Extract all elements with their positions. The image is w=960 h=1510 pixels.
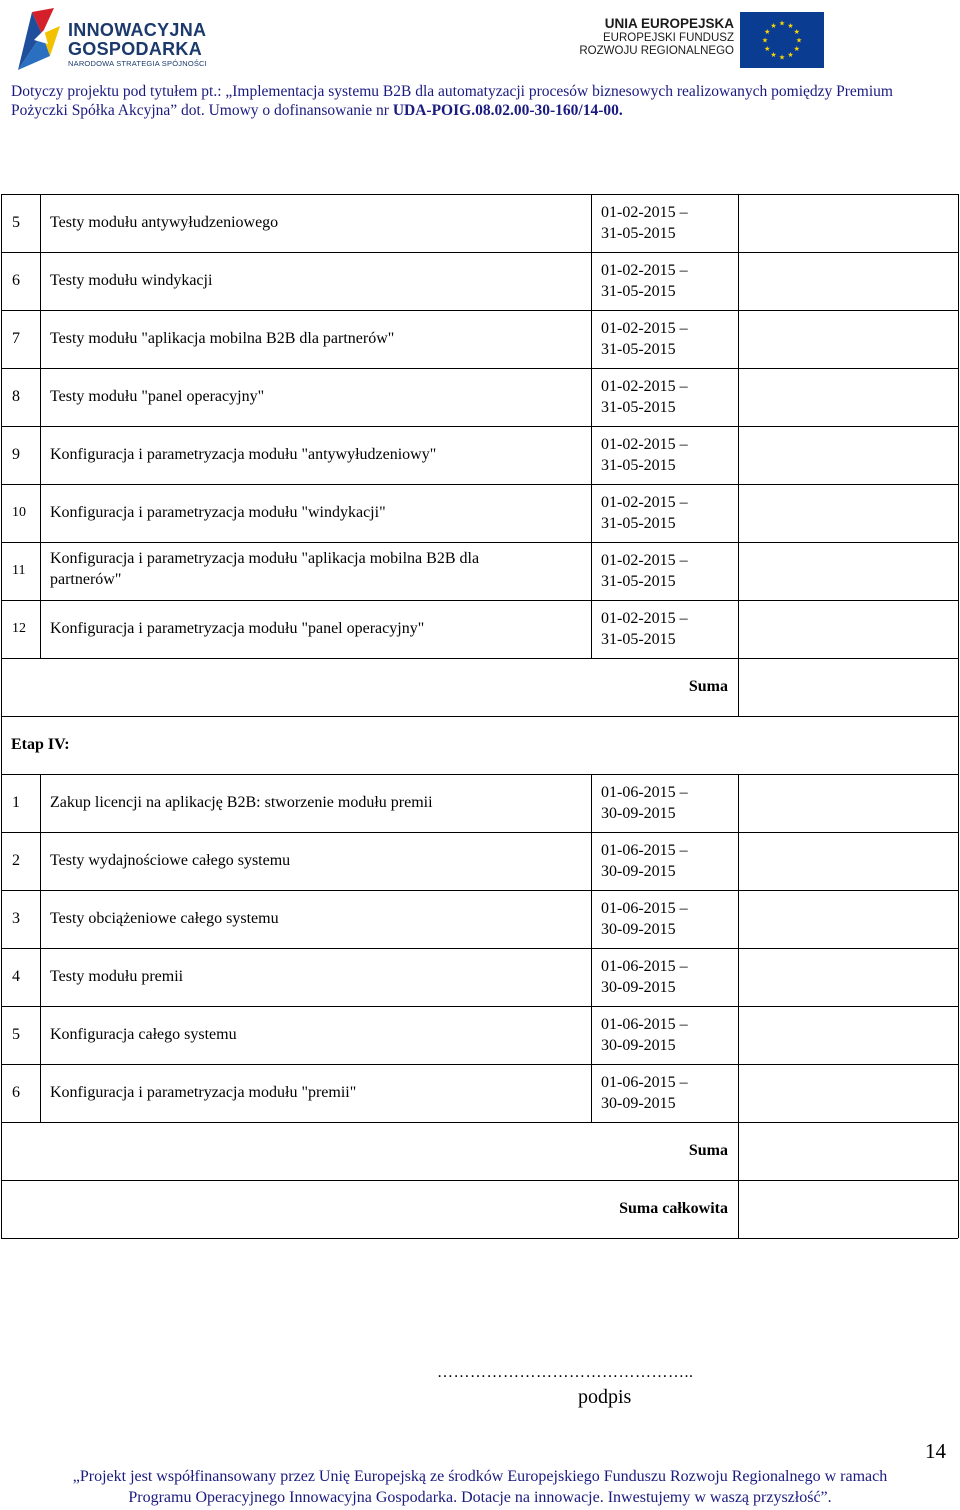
date-to: 31-05-2015 bbox=[601, 341, 676, 358]
cell-task bbox=[40, 600, 591, 658]
table-rule bbox=[1, 1180, 2, 1238]
table-rule bbox=[1, 194, 2, 252]
cell-dates bbox=[591, 542, 738, 600]
table-rule bbox=[958, 774, 959, 832]
table-rule bbox=[738, 194, 739, 252]
eu-star-icon: ★ bbox=[761, 36, 769, 45]
table-rule bbox=[1, 600, 2, 658]
cell-sum-amount bbox=[738, 1122, 958, 1180]
date-to: 30-09-2015 bbox=[601, 1037, 676, 1054]
cell-number bbox=[1, 252, 40, 310]
row-number: 10 bbox=[12, 505, 26, 520]
cell-number bbox=[1, 890, 40, 948]
table-rule bbox=[1, 368, 958, 369]
cell-number bbox=[1, 948, 40, 1006]
table-rule bbox=[738, 484, 739, 542]
cell-number bbox=[1, 774, 40, 832]
table-rule bbox=[40, 194, 41, 252]
table-rule bbox=[958, 600, 959, 658]
cell-amount bbox=[738, 774, 958, 832]
table-rule bbox=[591, 890, 592, 948]
task-name: Konfiguracja całego systemu bbox=[50, 1026, 237, 1043]
logo-line-3: NARODOWA STRATEGIA SPÓJNOŚCI bbox=[68, 59, 207, 68]
task-name: Konfiguracja i parametryzacja modułu "panel operacyjny" bbox=[50, 620, 425, 637]
table-rule bbox=[591, 600, 592, 658]
project-line-1: Dotyczy projektu pod tytułem pt.: „Implementacja systemu B2B dla automatyzacji procesów biznesowych realizowanych pomiędzy Premium bbox=[11, 83, 893, 100]
date-to: 30-09-2015 bbox=[601, 863, 676, 880]
table-rule bbox=[40, 484, 41, 542]
table-rule bbox=[40, 948, 41, 1006]
cell-task bbox=[40, 774, 591, 832]
cell-amount bbox=[738, 542, 958, 600]
eu-logo-line-3: ROZWOJU REGIONALNEGO bbox=[579, 45, 734, 57]
table-rule bbox=[1, 1064, 2, 1122]
cell-amount bbox=[738, 1006, 958, 1064]
table-rule bbox=[738, 1064, 739, 1122]
table-rule bbox=[1, 1064, 958, 1065]
table-rule bbox=[591, 426, 592, 484]
table-rule bbox=[591, 252, 592, 310]
date-from: 01-02-2015 – bbox=[601, 436, 688, 453]
cell-task bbox=[40, 890, 591, 948]
row-number: 8 bbox=[12, 388, 20, 405]
table-rule bbox=[40, 542, 41, 600]
date-from: 01-02-2015 – bbox=[601, 320, 688, 337]
eu-flag-icon bbox=[740, 12, 824, 68]
task-name: Zakup licencji na aplikację B2B: stworzenie modułu premii bbox=[50, 794, 433, 811]
footer-line-2: Programu Operacyjnego Innowacyjna Gospodarka. Dotacje na innowacje. Inwestujemy w waszą przyszłość”. bbox=[128, 1489, 832, 1506]
table-rule bbox=[40, 368, 41, 426]
total-sum-row bbox=[0, 1180, 960, 1238]
table-rule bbox=[40, 252, 41, 310]
table-rule bbox=[738, 1180, 739, 1238]
row-number: 7 bbox=[12, 330, 20, 347]
table-rule bbox=[591, 1006, 592, 1064]
cell-dates bbox=[591, 426, 738, 484]
cell-dates bbox=[591, 484, 738, 542]
cell-number bbox=[1, 368, 40, 426]
task-name: Testy modułu windykacji bbox=[50, 272, 213, 289]
cell-task bbox=[40, 252, 591, 310]
table-rule bbox=[40, 774, 41, 832]
table-rule bbox=[958, 716, 959, 774]
cell-number bbox=[1, 542, 40, 600]
stage4-sum-row bbox=[0, 1122, 960, 1180]
task-name: Konfiguracja i parametryzacja modułu "aplikacja mobilna B2B dla bbox=[50, 550, 480, 567]
row-number: 11 bbox=[12, 563, 26, 578]
eu-star-icon: ★ bbox=[778, 19, 786, 28]
cell-number bbox=[1, 1006, 40, 1064]
total-sum-row-label: Suma całkowita bbox=[619, 1200, 728, 1217]
cell-number bbox=[1, 832, 40, 890]
page-number: 14 bbox=[925, 1439, 946, 1463]
date-to: 31-05-2015 bbox=[601, 225, 676, 242]
table-rule bbox=[738, 252, 739, 310]
project-reference bbox=[11, 82, 951, 120]
eu-star-icon: ★ bbox=[793, 45, 800, 53]
table-rule bbox=[591, 368, 592, 426]
cell-number bbox=[1, 426, 40, 484]
cell-amount bbox=[738, 1064, 958, 1122]
table-rule bbox=[591, 310, 592, 368]
cell-amount bbox=[738, 948, 958, 1006]
cell-sum-amount bbox=[738, 1180, 958, 1238]
table-rule bbox=[1, 716, 958, 717]
eu-star-icon: ★ bbox=[770, 51, 777, 60]
table-rule bbox=[1, 542, 958, 543]
cell-dates bbox=[591, 1064, 738, 1122]
stage-title-row bbox=[0, 716, 960, 774]
table-rule bbox=[40, 310, 41, 368]
row-number: 5 bbox=[12, 214, 20, 231]
table-rule bbox=[1, 832, 2, 890]
table-row bbox=[0, 1006, 960, 1064]
eu-logo-line-1: UNIA EUROPEJSKA bbox=[604, 16, 734, 31]
table-rule bbox=[958, 1064, 959, 1122]
stage-title: Etap IV: bbox=[11, 736, 70, 753]
table-row bbox=[0, 310, 960, 368]
cell-task bbox=[40, 194, 591, 252]
task-name-cont: partnerów" bbox=[50, 571, 122, 588]
date-to: 31-05-2015 bbox=[601, 283, 676, 300]
table-rule bbox=[958, 658, 959, 716]
cell-task bbox=[40, 948, 591, 1006]
table-rule bbox=[40, 890, 41, 948]
table-row bbox=[0, 542, 960, 600]
task-name: Konfiguracja i parametryzacja modułu "antywyłudzeniowy" bbox=[50, 446, 437, 463]
task-name: Testy modułu "panel operacyjny" bbox=[50, 388, 265, 405]
table-rule bbox=[958, 368, 959, 426]
date-to: 30-09-2015 bbox=[601, 979, 676, 996]
table-row bbox=[0, 194, 960, 252]
cell-amount bbox=[738, 484, 958, 542]
date-to: 30-09-2015 bbox=[601, 921, 676, 938]
table-rule bbox=[958, 484, 959, 542]
date-to: 31-05-2015 bbox=[601, 631, 676, 648]
cell-sum-amount bbox=[738, 658, 958, 716]
table-rule bbox=[591, 1064, 592, 1122]
cofinancing-footer bbox=[0, 1466, 960, 1508]
cell-number bbox=[1, 310, 40, 368]
table-rule bbox=[1, 890, 958, 891]
table-rule bbox=[1, 310, 958, 311]
table-rule bbox=[738, 1006, 739, 1064]
cell-number bbox=[1, 194, 40, 252]
signature-line: ……………………………………….. bbox=[437, 1364, 694, 1381]
stage4-sum-row-label: Suma bbox=[688, 1142, 728, 1159]
cell-amount bbox=[738, 194, 958, 252]
cell-amount bbox=[738, 252, 958, 310]
table-rule bbox=[1, 774, 2, 832]
table-rule bbox=[1, 1238, 958, 1239]
row-number: 9 bbox=[12, 446, 20, 463]
eu-star-icon: ★ bbox=[793, 28, 800, 36]
table-rule bbox=[591, 948, 592, 1006]
table-rule bbox=[958, 542, 959, 600]
table-rule bbox=[738, 948, 739, 1006]
table-rule bbox=[958, 252, 959, 310]
table-rule bbox=[1, 1180, 958, 1181]
table-rule bbox=[1, 252, 958, 253]
table-rule bbox=[1, 774, 958, 775]
table-rule bbox=[1, 484, 2, 542]
table-rule bbox=[738, 890, 739, 948]
table-rule bbox=[1, 1006, 958, 1007]
eu-star-icon: ★ bbox=[770, 21, 777, 30]
table-rule bbox=[1, 948, 2, 1006]
cell-sum-label bbox=[1, 658, 738, 716]
table-rule bbox=[1, 310, 2, 368]
stage3-sum-row bbox=[0, 658, 960, 716]
cell-stage-title bbox=[1, 716, 958, 774]
table-rule bbox=[958, 832, 959, 890]
eu-logo bbox=[579, 10, 828, 68]
eu-star-icon: ★ bbox=[778, 53, 786, 62]
task-name: Testy obciążeniowe całego systemu bbox=[50, 910, 279, 927]
row-number: 3 bbox=[12, 910, 20, 927]
eu-star-icon: ★ bbox=[787, 21, 794, 30]
table-row bbox=[0, 484, 960, 542]
date-from: 01-06-2015 – bbox=[601, 1074, 688, 1091]
cell-dates bbox=[591, 252, 738, 310]
cell-amount bbox=[738, 600, 958, 658]
cell-amount bbox=[738, 890, 958, 948]
cell-dates bbox=[591, 948, 738, 1006]
table-rule bbox=[1, 658, 958, 659]
table-rule bbox=[1, 484, 958, 485]
signature-label: podpis bbox=[578, 1386, 632, 1408]
date-from: 01-02-2015 – bbox=[601, 552, 688, 569]
table-rule bbox=[1, 890, 2, 948]
row-number: 6 bbox=[12, 1084, 20, 1101]
table-row bbox=[0, 600, 960, 658]
cell-task bbox=[40, 426, 591, 484]
date-to: 31-05-2015 bbox=[601, 399, 676, 416]
eu-star-icon: ★ bbox=[764, 28, 771, 36]
table-rule bbox=[738, 542, 739, 600]
task-name: Konfiguracja i parametryzacja modułu "windykacji" bbox=[50, 504, 386, 521]
table-rule bbox=[738, 1122, 739, 1180]
row-number: 6 bbox=[12, 272, 20, 289]
date-from: 01-02-2015 – bbox=[601, 494, 688, 511]
table-rule bbox=[591, 484, 592, 542]
table-rule bbox=[1, 716, 2, 774]
cell-number bbox=[1, 600, 40, 658]
table-rule bbox=[591, 774, 592, 832]
task-name: Konfiguracja i parametryzacja modułu "premii" bbox=[50, 1084, 357, 1101]
task-name: Testy wydajnościowe całego systemu bbox=[50, 852, 291, 869]
table-rule bbox=[1, 1122, 2, 1180]
table-rule bbox=[40, 426, 41, 484]
cell-dates bbox=[591, 832, 738, 890]
table-rule bbox=[958, 310, 959, 368]
row-number: 1 bbox=[12, 794, 20, 811]
table-row bbox=[0, 426, 960, 484]
table-row bbox=[0, 774, 960, 832]
table-rule bbox=[1, 658, 2, 716]
cell-task bbox=[40, 484, 591, 542]
table-rule bbox=[738, 426, 739, 484]
table-rule bbox=[738, 600, 739, 658]
table-rule bbox=[958, 948, 959, 1006]
table-rule bbox=[738, 832, 739, 890]
cell-dates bbox=[591, 194, 738, 252]
eu-star-icon: ★ bbox=[795, 36, 803, 45]
innowacyjna-gospodarka-logo bbox=[14, 4, 234, 70]
cell-task bbox=[40, 1064, 591, 1122]
date-from: 01-06-2015 – bbox=[601, 784, 688, 801]
eu-star-icon: ★ bbox=[764, 45, 771, 53]
cell-dates bbox=[591, 600, 738, 658]
table-rule bbox=[738, 774, 739, 832]
cell-amount bbox=[738, 426, 958, 484]
logo-line-2: GOSPODARKA bbox=[68, 39, 203, 59]
table-rule bbox=[958, 1006, 959, 1064]
cell-task bbox=[40, 368, 591, 426]
cell-dates bbox=[591, 310, 738, 368]
table-rule bbox=[1, 426, 2, 484]
cell-dates bbox=[591, 890, 738, 948]
eu-logo-line-2: EUROPEJSKI FUNDUSZ bbox=[603, 32, 734, 44]
task-name: Testy modułu "aplikacja mobilna B2B dla partnerów" bbox=[50, 330, 395, 347]
date-from: 01-02-2015 – bbox=[601, 204, 688, 221]
table-row bbox=[0, 252, 960, 310]
table-row bbox=[0, 368, 960, 426]
table-rule bbox=[40, 1064, 41, 1122]
cell-number bbox=[1, 1064, 40, 1122]
row-number: 4 bbox=[12, 968, 20, 985]
row-number: 12 bbox=[12, 621, 26, 636]
cell-sum-label bbox=[1, 1180, 738, 1238]
cell-amount bbox=[738, 832, 958, 890]
cell-dates bbox=[591, 368, 738, 426]
date-to: 31-05-2015 bbox=[601, 515, 676, 532]
table-rule bbox=[40, 1006, 41, 1064]
table-rule bbox=[738, 368, 739, 426]
innowacyjna-gospodarka-emblem-icon bbox=[14, 4, 66, 70]
stage3-sum-row-label: Suma bbox=[688, 678, 728, 695]
table-rule bbox=[591, 194, 592, 252]
table-rule bbox=[1, 948, 958, 949]
table-rule bbox=[40, 832, 41, 890]
table-rule bbox=[1, 252, 2, 310]
cell-amount bbox=[738, 368, 958, 426]
date-from: 01-02-2015 – bbox=[601, 262, 688, 279]
date-to: 30-09-2015 bbox=[601, 805, 676, 822]
date-from: 01-06-2015 – bbox=[601, 842, 688, 859]
table-rule bbox=[1, 426, 958, 427]
agreement-number: UDA-POIG.08.02.00-30-160/14-00. bbox=[392, 102, 623, 119]
task-name: Testy modułu antywyłudzeniowego bbox=[50, 214, 279, 231]
table-rule bbox=[738, 310, 739, 368]
table-rule bbox=[1, 194, 958, 195]
cell-task bbox=[40, 310, 591, 368]
table-rule bbox=[1, 542, 2, 600]
table-rule bbox=[591, 832, 592, 890]
table-rule bbox=[958, 890, 959, 948]
table-rule bbox=[958, 194, 959, 252]
task-name: Testy modułu premii bbox=[50, 968, 184, 985]
table-row bbox=[0, 1064, 960, 1122]
date-from: 01-06-2015 – bbox=[601, 1016, 688, 1033]
cell-task bbox=[40, 542, 591, 600]
cell-task bbox=[40, 832, 591, 890]
cell-dates bbox=[591, 1006, 738, 1064]
date-from: 01-06-2015 – bbox=[601, 958, 688, 975]
cell-amount bbox=[738, 310, 958, 368]
table-rule bbox=[958, 426, 959, 484]
table-row bbox=[0, 890, 960, 948]
row-number: 5 bbox=[12, 1026, 20, 1043]
cell-number bbox=[1, 484, 40, 542]
cell-sum-label bbox=[1, 1122, 738, 1180]
date-to: 31-05-2015 bbox=[601, 573, 676, 590]
table-rule bbox=[1, 832, 958, 833]
eu-star-icon: ★ bbox=[787, 51, 794, 60]
table-rule bbox=[1, 1122, 958, 1123]
table-rule bbox=[958, 1180, 959, 1238]
table-rule bbox=[1, 1006, 2, 1064]
table-rule bbox=[591, 542, 592, 600]
cell-task bbox=[40, 1006, 591, 1064]
date-to: 30-09-2015 bbox=[601, 1095, 676, 1112]
table-rule bbox=[40, 600, 41, 658]
table-rule bbox=[1, 600, 958, 601]
row-number: 2 bbox=[12, 852, 20, 869]
date-to: 31-05-2015 bbox=[601, 457, 676, 474]
logo-line-1: INNOWACYJNA bbox=[68, 20, 207, 40]
table-row bbox=[0, 948, 960, 1006]
table-rule bbox=[738, 658, 739, 716]
project-line-2: Pożyczki Spółka Akcyjna” dot. Umowy o dofinansowanie nr UDA-POIG.08.02.00-30-160/14-00. bbox=[11, 102, 623, 119]
table-rule bbox=[958, 1122, 959, 1180]
footer-line-1: „Projekt jest współfinansowany przez Unię Europejską ze środków Europejskiego Funduszu Rozwoju Regionalnego w ramach bbox=[72, 1468, 888, 1485]
date-from: 01-02-2015 – bbox=[601, 610, 688, 627]
table-row bbox=[0, 832, 960, 890]
table-rule bbox=[1, 368, 2, 426]
date-from: 01-02-2015 – bbox=[601, 378, 688, 395]
cell-dates bbox=[591, 774, 738, 832]
date-from: 01-06-2015 – bbox=[601, 900, 688, 917]
